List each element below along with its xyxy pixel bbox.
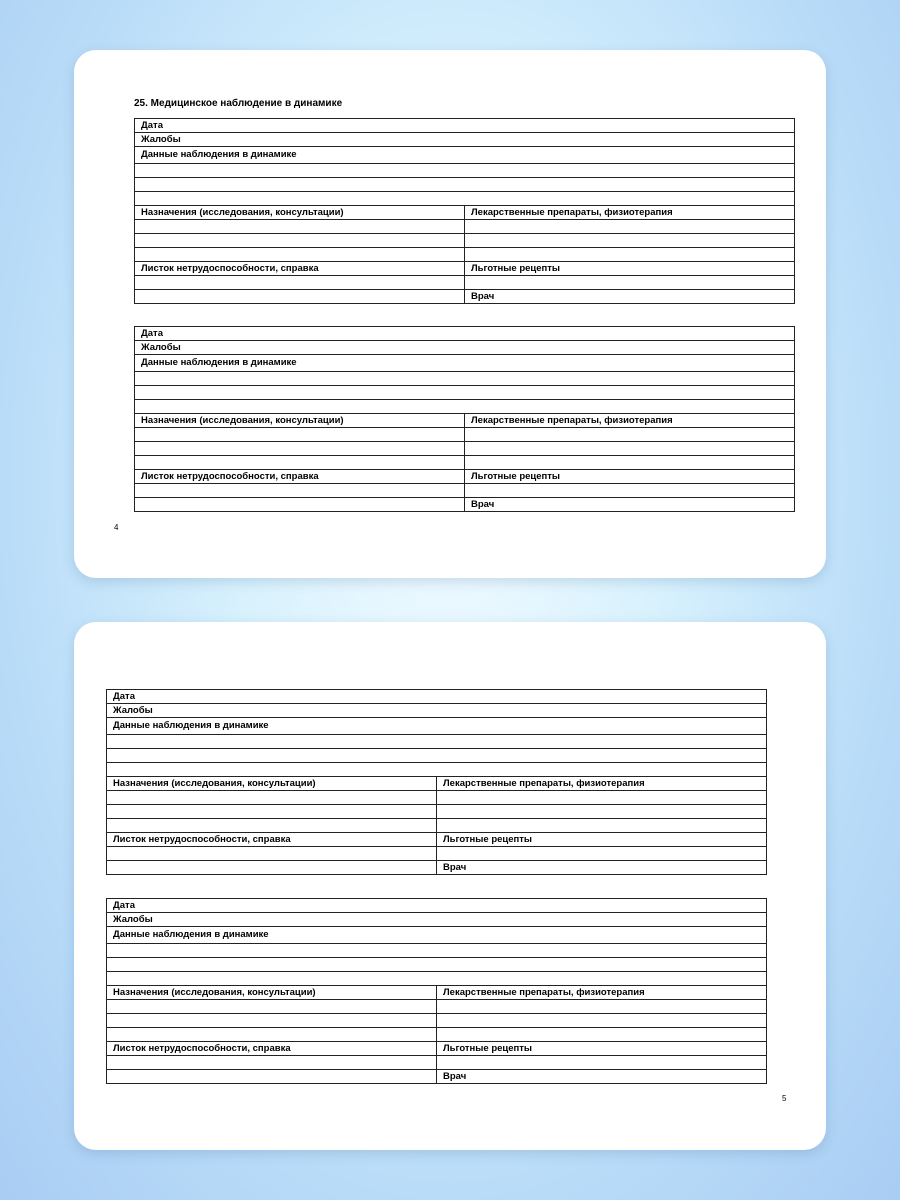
blank-cell (135, 428, 465, 442)
blank-cell (135, 290, 465, 304)
blank-cell (437, 1000, 767, 1014)
blank-cell (107, 1070, 437, 1084)
blank-line (135, 192, 795, 206)
doctor-label: Врач (437, 1070, 767, 1084)
prescriptions-label: Назначения (исследования, консультации) (107, 986, 437, 1000)
doctor-label: Врач (465, 498, 795, 512)
blank-cell (107, 1014, 437, 1028)
medications-label: Лекарственные препараты, физиотерапия (437, 777, 767, 791)
complaints-label: Жалобы (135, 133, 795, 147)
blank-line (135, 386, 795, 400)
blank-cell (135, 484, 465, 498)
medications-label: Лекарственные препараты, физиотерапия (465, 414, 795, 428)
preferential-prescriptions-label: Льготные рецепты (465, 470, 795, 484)
blank-cell (437, 1056, 767, 1070)
blank-cell (107, 819, 437, 833)
blank-line (107, 958, 767, 972)
blank-cell (437, 805, 767, 819)
observation-table (134, 118, 795, 304)
blank-cell (107, 805, 437, 819)
sick-leave-label: Листок нетрудоспособности, справка (107, 833, 437, 847)
blank-cell (135, 220, 465, 234)
sick-leave-label: Листок нетрудоспособности, справка (135, 470, 465, 484)
blank-cell (437, 791, 767, 805)
complaints-label: Жалобы (107, 704, 767, 718)
observation-label: Данные наблюдения в динамике (135, 355, 795, 372)
blank-line (135, 400, 795, 414)
preferential-prescriptions-label: Льготные рецепты (437, 1042, 767, 1056)
blank-cell (135, 234, 465, 248)
observation-label: Данные наблюдения в динамике (135, 147, 795, 164)
medications-label: Лекарственные препараты, физиотерапия (465, 206, 795, 220)
blank-line (107, 749, 767, 763)
blank-cell (465, 234, 795, 248)
blank-cell (107, 791, 437, 805)
blank-cell (437, 819, 767, 833)
form-page-5 (74, 622, 826, 1150)
blank-cell (107, 1056, 437, 1070)
observation-label: Данные наблюдения в динамике (107, 927, 767, 944)
blank-cell (437, 1028, 767, 1042)
observation-table (134, 326, 795, 512)
doctor-label: Врач (465, 290, 795, 304)
blank-cell (465, 248, 795, 262)
prescriptions-label: Назначения (исследования, консультации) (107, 777, 437, 791)
blank-cell (107, 1028, 437, 1042)
sick-leave-label: Листок нетрудоспособности, справка (107, 1042, 437, 1056)
blank-line (107, 735, 767, 749)
date-label: Дата (135, 119, 795, 133)
sick-leave-label: Листок нетрудоспособности, справка (135, 262, 465, 276)
medications-label: Лекарственные препараты, физиотерапия (437, 986, 767, 1000)
form-page-4 (74, 50, 826, 578)
blank-line (135, 178, 795, 192)
blank-cell (437, 847, 767, 861)
page-number: 5 (782, 1094, 787, 1103)
blank-cell (465, 442, 795, 456)
section-title: 25. Медицинское наблюдение в динамике (134, 98, 343, 109)
preferential-prescriptions-label: Льготные рецепты (437, 833, 767, 847)
page-number: 4 (114, 523, 119, 532)
blank-cell (107, 1000, 437, 1014)
blank-line (107, 763, 767, 777)
preferential-prescriptions-label: Льготные рецепты (465, 262, 795, 276)
blank-cell (135, 248, 465, 262)
date-label: Дата (107, 690, 767, 704)
date-label: Дата (135, 327, 795, 341)
blank-cell (465, 276, 795, 290)
doctor-label: Врач (437, 861, 767, 875)
blank-line (135, 164, 795, 178)
blank-cell (135, 456, 465, 470)
blank-cell (107, 847, 437, 861)
blank-line (107, 944, 767, 958)
blank-cell (437, 1014, 767, 1028)
blank-cell (465, 220, 795, 234)
prescriptions-label: Назначения (исследования, консультации) (135, 206, 465, 220)
prescriptions-label: Назначения (исследования, консультации) (135, 414, 465, 428)
blank-cell (135, 498, 465, 512)
observation-label: Данные наблюдения в динамике (107, 718, 767, 735)
blank-cell (465, 484, 795, 498)
observation-table (106, 898, 767, 1084)
blank-cell (465, 428, 795, 442)
blank-line (135, 372, 795, 386)
complaints-label: Жалобы (107, 913, 767, 927)
observation-table (106, 689, 767, 875)
complaints-label: Жалобы (135, 341, 795, 355)
blank-cell (135, 276, 465, 290)
date-label: Дата (107, 899, 767, 913)
blank-cell (135, 442, 465, 456)
blank-cell (107, 861, 437, 875)
blank-line (107, 972, 767, 986)
blank-cell (465, 456, 795, 470)
